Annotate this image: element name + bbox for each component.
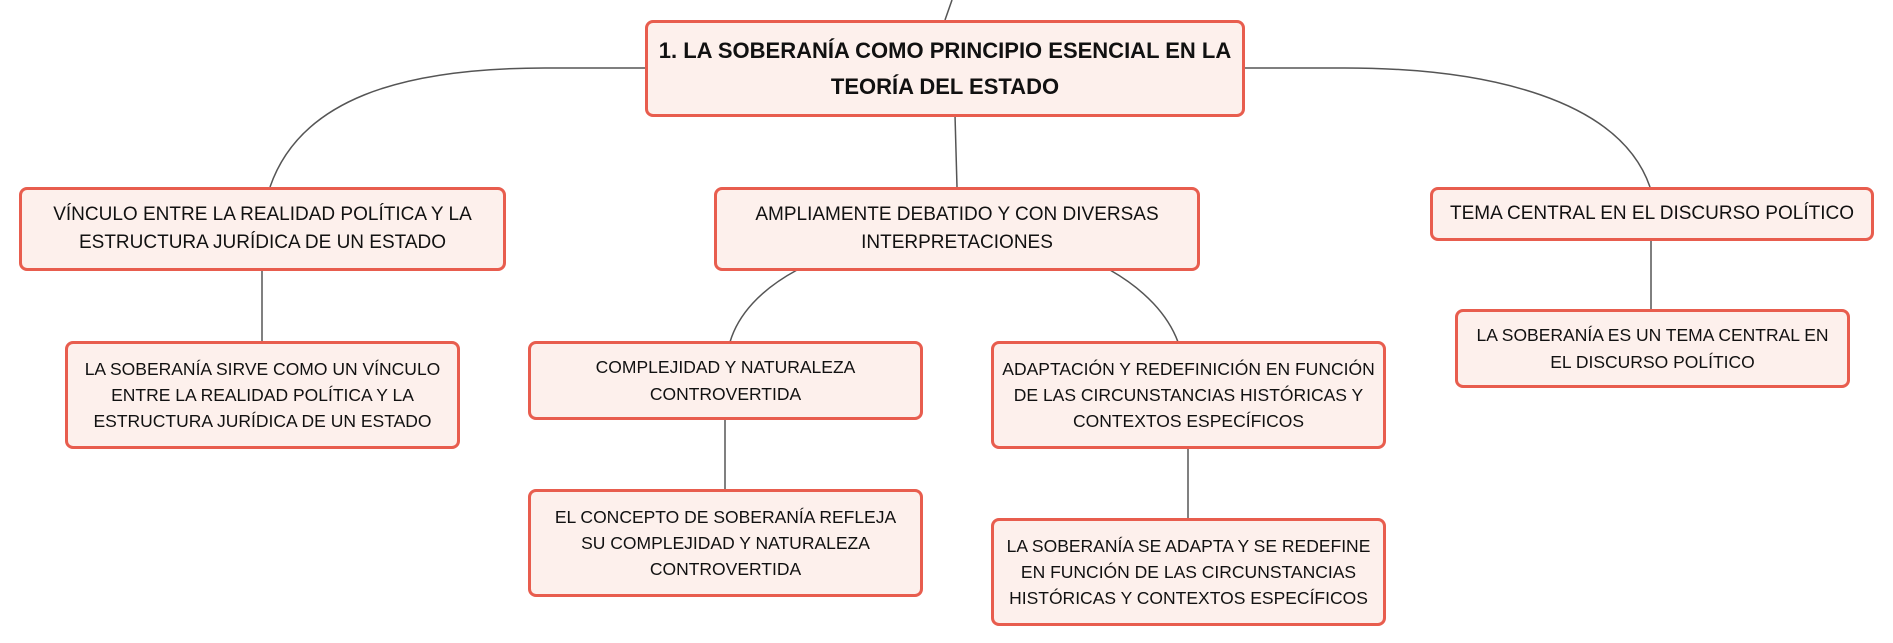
branch-node-vinculo[interactable] xyxy=(19,187,506,271)
connector-branch-2-sub-1 xyxy=(730,270,797,342)
branch-node-label: TEMA CENTRAL EN EL DISCURSO POLÍTICO xyxy=(1449,202,1854,224)
sub-node-label: COMPLEJIDAD Y NATURALEZA CONTROVERTIDA xyxy=(595,357,856,404)
leaf-node-adaptacion[interactable] xyxy=(991,518,1386,626)
leaf-node-vinculo[interactable] xyxy=(65,341,460,449)
connector-root-branch-1 xyxy=(270,68,645,187)
branch-node-debatido[interactable] xyxy=(714,187,1200,271)
leaf-node-label: EL CONCEPTO DE SOBERANÍA REFLEJA SU COMPLEJIDAD Y NATURALEZA CONTROVERTIDA xyxy=(554,506,897,580)
connector-root-branch-3 xyxy=(1245,68,1650,187)
branch-node-label: VÍNCULO ENTRE LA REALIDAD POLÍTICA Y LA ESTRUCTURA JURÍDICA DE UN ESTADO xyxy=(53,203,472,253)
sub-node-complejidad[interactable] xyxy=(528,341,923,420)
sub-node-adaptacion[interactable] xyxy=(991,341,1386,449)
leaf-node-label: LA SOBERANÍA ES UN TEMA CENTRAL EN EL DISCURSO POLÍTICO xyxy=(1476,325,1829,372)
leaf-node-complejidad[interactable] xyxy=(528,489,923,597)
sub-node-label: ADAPTACIÓN Y REDEFINICIÓN EN FUNCIÓN DE LAS CIRCUNSTANCIAS HISTÓRICAS Y CONTEXTOS ESPECÍFICOS xyxy=(1002,358,1375,432)
root-node-label: 1. LA SOBERANÍA COMO PRINCIPIO ESENCIAL EN LA TEORÍA DEL ESTADO xyxy=(658,38,1232,99)
root-node[interactable] xyxy=(645,20,1245,117)
leaf-node-label: LA SOBERANÍA SE ADAPTA Y SE REDEFINE EN FUNCIÓN DE LAS CIRCUNSTANCIAS HISTÓRICAS Y CONTEXTOS ESPECÍFICOS xyxy=(1006,535,1371,609)
leaf-node-tema-central[interactable] xyxy=(1455,309,1850,388)
branch-node-label: AMPLIAMENTE DEBATIDO Y CON DIVERSAS INTERPRETACIONES xyxy=(755,203,1159,253)
connector-root-parent xyxy=(945,0,952,20)
connector-branch-2-sub-2 xyxy=(1110,270,1178,342)
leaf-node-label: LA SOBERANÍA SIRVE COMO UN VÍNCULO ENTRE LA REALIDAD POLÍTICA Y LA ESTRUCTURA JURÍDICA DE UN ESTADO xyxy=(84,358,441,432)
connector-root-branch-2 xyxy=(955,115,957,187)
branch-node-tema-central[interactable] xyxy=(1430,187,1874,241)
